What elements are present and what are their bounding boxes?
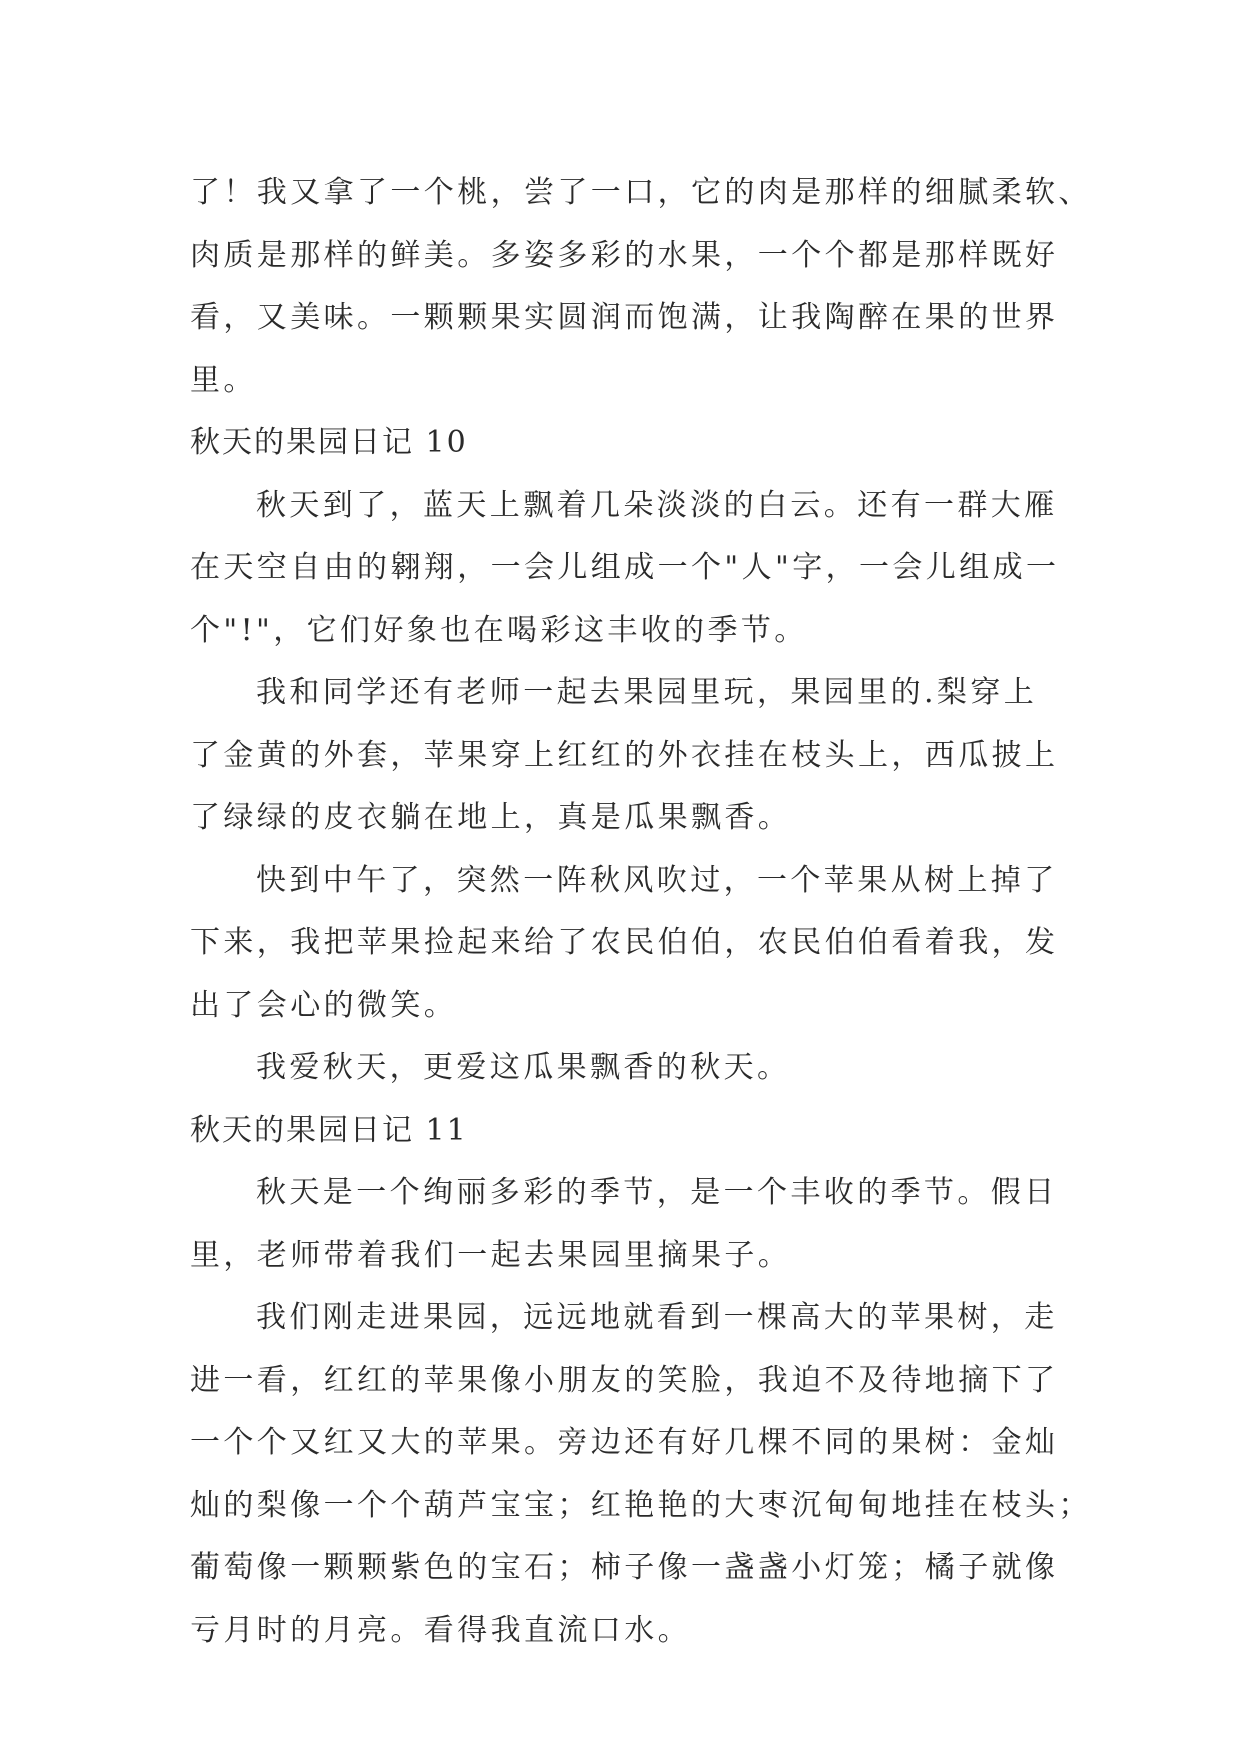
paragraph-line: 亏月时的月亮。看得我直流口水。 (190, 1612, 691, 1648)
paragraph-line: 我们刚走进果园，远远地就看到一棵高大的苹果树，走 (256, 1300, 1058, 1335)
paragraph-line: 葡萄像一颗颗紫色的宝石；柿子像一盏盏小灯笼；橘子就像 (190, 1550, 1059, 1585)
paragraph-line: 一个个又红又大的苹果。旁边还有好几棵不同的果树：金灿 (190, 1425, 1059, 1460)
paragraph-line: 快到中午了，突然一阵秋风吹过，一个苹果从树上掉了 (256, 862, 1058, 898)
paragraph-line: 我爱秋天，更爱这瓜果飘香的秋天。 (256, 1050, 791, 1085)
paragraph (190, 1162, 1065, 1287)
paragraph (190, 475, 1065, 663)
paragraph-line: 里，老师带着我们一起去果园里摘果子。 (190, 1237, 792, 1273)
paragraph-line: 了金黄的外套，苹果穿上红红的外衣挂在枝头上，西瓜披上 (190, 737, 1059, 773)
paragraph (190, 1037, 1065, 1100)
paragraph-line: 肉质是那样的鲜美。多姿多彩的水果，一个个都是那样既好 (190, 237, 1059, 273)
paragraph-line: 里。 (190, 362, 257, 398)
section-heading: 秋天的果园日记 11 (190, 1112, 468, 1148)
paragraph-line: 了绿绿的皮衣躺在地上，真是瓜果飘香。 (190, 800, 792, 835)
paragraph (190, 162, 1092, 412)
paragraph (190, 1287, 1092, 1662)
section-heading: 秋天的果园日记 10 (190, 425, 468, 460)
paragraph-line: 在天空自由的翱翔，一会儿组成一个"人"字，一会儿组成一 (190, 550, 1060, 585)
paragraph-line: 灿的梨像一个个葫芦宝宝；红艳艳的大枣沉甸甸地挂在枝头； (190, 1487, 1092, 1523)
paragraph (190, 850, 1065, 1038)
paragraph-line: 了！我又拿了一个桃，尝了一口，它的肉是那样的细腻柔软、 (190, 175, 1092, 210)
paragraph-line: 秋天到了，蓝天上飘着几朵淡淡的白云。还有一群大雁 (256, 487, 1058, 523)
paragraph-line: 秋天是一个绚丽多彩的季节，是一个丰收的季节。假日 (256, 1175, 1058, 1210)
paragraph-line: 看，又美味。一颗颗果实圆润而饱满，让我陶醉在果的世界 (190, 300, 1059, 335)
document-body (190, 162, 1092, 1662)
paragraph-line: 我和同学还有老师一起去果园里玩，果园里的.梨穿上 (256, 675, 1038, 710)
paragraph-line: 出了会心的微笑。 (190, 987, 458, 1023)
paragraph-line: 下来，我把苹果捡起来给了农民伯伯，农民伯伯看着我，发 (190, 925, 1059, 960)
paragraph (190, 662, 1065, 850)
paragraph-line: 个"!"，它们好象也在喝彩这丰收的季节。 (190, 612, 808, 648)
paragraph-line: 进一看，红红的苹果像小朋友的笑脸，我迫不及待地摘下了 (190, 1362, 1059, 1398)
